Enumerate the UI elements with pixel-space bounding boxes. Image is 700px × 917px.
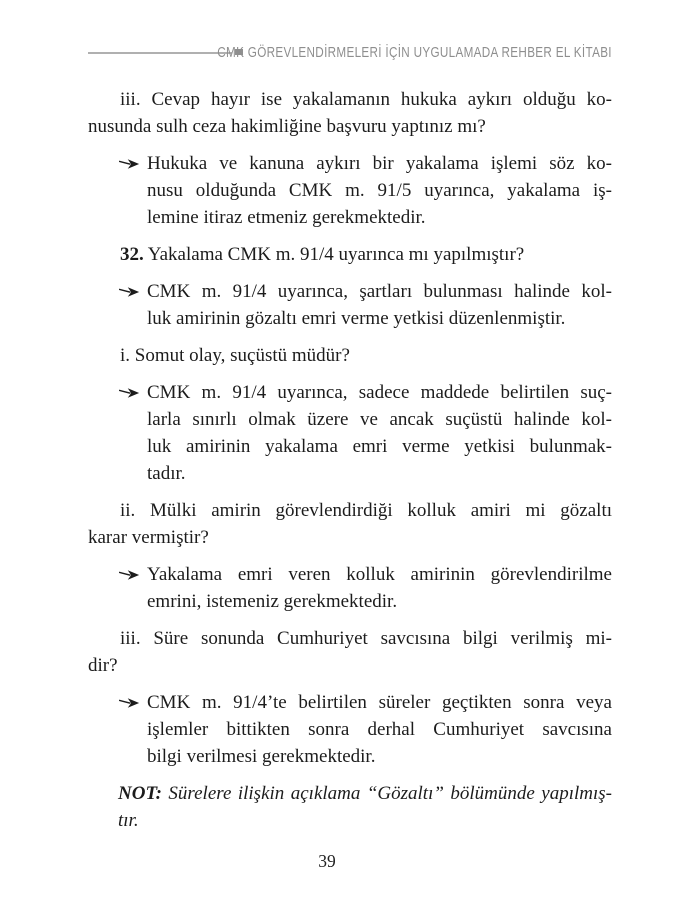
text-line: nusunda sulh ceza hakimliğine başvuru yaptınız mı?	[88, 116, 486, 137]
page-body	[88, 86, 612, 834]
bullet-item	[147, 379, 612, 487]
text-line: tır.	[118, 810, 139, 831]
arrow-bullet-icon	[119, 285, 140, 298]
text-line: emrini, istemeniz gerekmektedir.	[147, 591, 398, 612]
text-line: lemine itiraz etmeniz gerekmektedir.	[147, 207, 426, 228]
text-line: nusu olduğunda CMK m. 91/5 uyarınca, yakalama iş-	[147, 180, 612, 201]
text-line: Yakalama emri veren kolluk amirinin görevlendirilme	[147, 564, 612, 585]
paragraph	[88, 497, 612, 551]
text-line: NOT: Sürelere ilişkin açıklama “Gözaltı” bölümünde yapılmış-	[118, 783, 612, 804]
text-line: ii. Mülki amirin görevlendirdiği kolluk amiri mi gözaltı	[120, 500, 612, 521]
arrow-bullet-icon	[119, 157, 140, 170]
text-line: i. Somut olay, suçüstü müdür?	[120, 345, 350, 366]
page-number: 39	[318, 851, 336, 871]
paragraph	[88, 86, 612, 140]
paragraph	[88, 625, 612, 679]
text-line: luk amirinin yakalama emri verme yetkisi bulunmak-	[147, 436, 612, 457]
bullet-item	[147, 561, 612, 615]
header-rule	[88, 52, 232, 54]
text-line: CMK m. 91/4 uyarınca, şartları bulunması halinde kol-	[147, 281, 612, 302]
arrow-bullet-icon	[119, 696, 140, 709]
text-line: bilgi verilmesi gerekmektedir.	[147, 746, 376, 767]
text-line: larla sınırlı olmak üzere ve ancak suçüstü halinde kol-	[147, 409, 612, 430]
bullet-item	[147, 689, 612, 770]
bullet-item	[147, 150, 612, 231]
text-line: iii. Süre sonunda Cumhuriyet savcısına bilgi verilmiş mi-	[120, 628, 612, 649]
text-line: 32. Yakalama CMK m. 91/4 uyarınca mı yapılmıştır?	[120, 244, 525, 265]
text-line: tadır.	[147, 463, 186, 484]
running-header-title: CMK GÖREVLENDİRMELERİ İÇİN UYGULAMADA REHBER EL KİTABI	[217, 44, 612, 61]
arrow-bullet-icon	[119, 386, 140, 399]
bold-prefix: 32.	[120, 244, 144, 265]
text-line: iii. Cevap hayır ise yakalamanın hukuka aykırı olduğu ko-	[120, 89, 612, 110]
arrow-bullet-icon	[119, 568, 140, 581]
bold-prefix: NOT:	[118, 783, 162, 804]
paragraph	[88, 241, 612, 268]
text-line: Hukuka ve kanuna aykırı bir yakalama işlemi söz ko-	[147, 153, 612, 174]
note-paragraph	[118, 780, 612, 834]
text-line: CMK m. 91/4’te belirtilen süreler geçtikten sonra veya	[147, 692, 612, 713]
text-line: CMK m. 91/4 uyarınca, sadece maddede belirtilen suç-	[147, 382, 612, 403]
text-line: luk amirinin gözaltı emri verme yetkisi düzenlenmiştir.	[147, 308, 566, 329]
paragraph	[88, 342, 612, 369]
text-line: dir?	[88, 655, 118, 676]
text-line: karar vermiştir?	[88, 527, 209, 548]
text-line: işlemler bittikten sonra derhal Cumhuriyet savcısına	[147, 719, 612, 740]
bullet-item	[147, 278, 612, 332]
